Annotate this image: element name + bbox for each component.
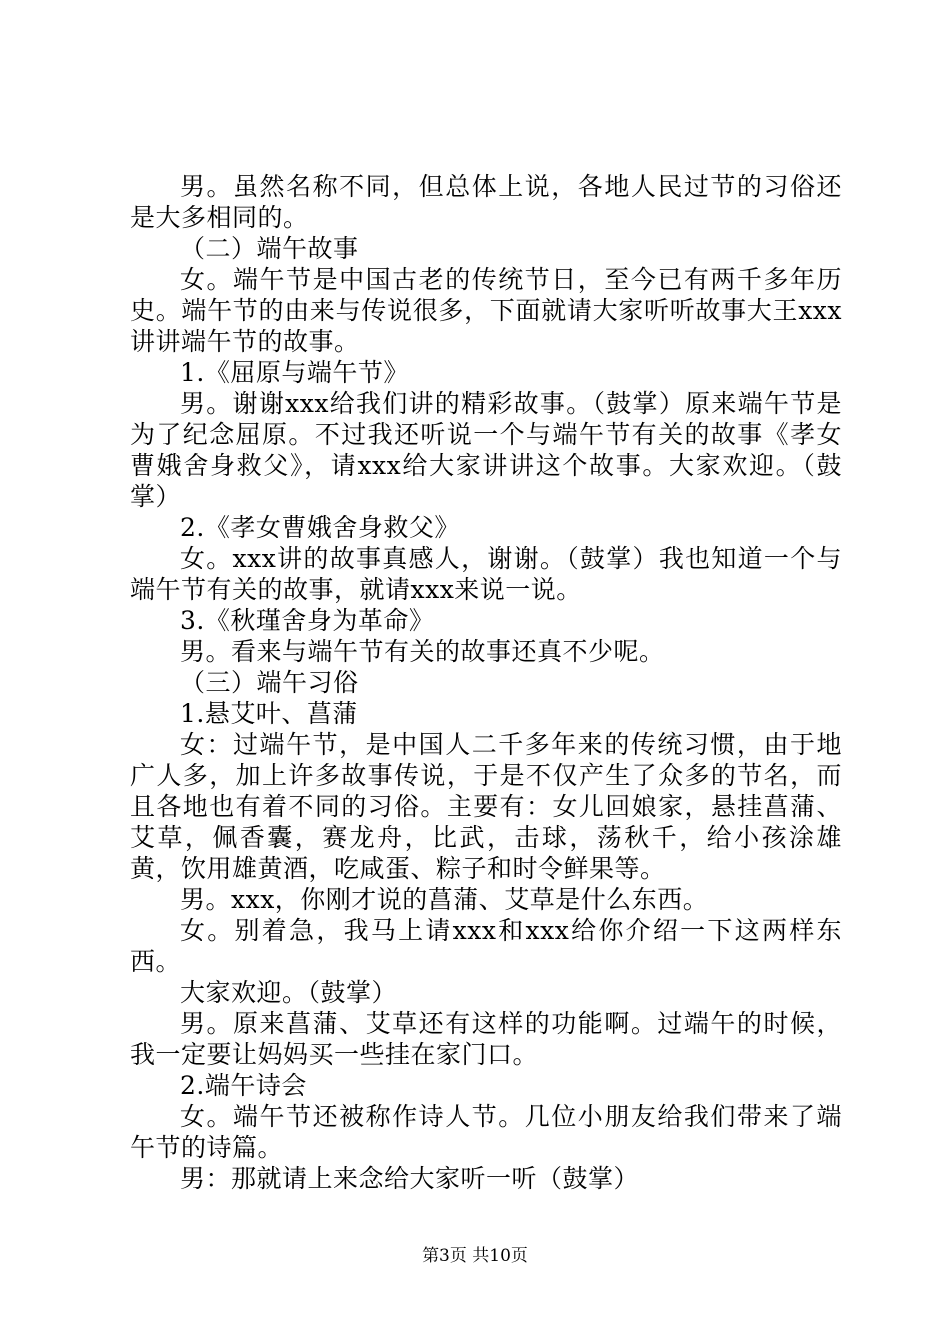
- paragraph: 男：那就请上来念给大家听一听（鼓掌）: [180, 1164, 640, 1193]
- section-heading: （三）端午习俗: [180, 668, 359, 697]
- document-body: [130, 171, 842, 1194]
- sub-heading: 3.《秋瑾舍身为革命》: [180, 606, 435, 635]
- paragraph: 男。xxx，你刚才说的菖蒲、艾草是什么东西。: [180, 885, 709, 914]
- paragraph: 男。看来与端午节有关的故事还真不少呢。: [180, 637, 665, 666]
- sub-heading: 2.《孝女曹娥舍身救父》: [180, 513, 460, 542]
- paragraph: 男。原来菖蒲、艾草还有这样的功能啊。过端午的时候，我一定要让妈妈买一些挂在家门口。: [130, 1009, 842, 1069]
- section-heading: （二）端午故事: [180, 234, 359, 263]
- sub-heading: 1.悬艾叶、菖蒲: [180, 699, 358, 728]
- sub-heading: 1.《屈原与端午节》: [180, 358, 409, 387]
- page-footer: 第3页 共10页: [422, 1246, 528, 1266]
- paragraph: 女。端午节是中国古老的传统节日，至今已有两千多年历史。端午节的由来与传说很多，下面就请大家听听故事大王xxx讲讲端午节的故事。: [130, 265, 842, 356]
- paragraph: 男。虽然名称不同，但总体上说，各地人民过节的习俗还是大多相同的。: [130, 172, 842, 232]
- sub-heading: 2.端午诗会: [180, 1071, 307, 1100]
- paragraph: 大家欢迎。（鼓掌）: [180, 978, 398, 1007]
- paragraph: 女。端午节还被称作诗人节。几位小朋友给我们带来了端午节的诗篇。: [130, 1102, 842, 1162]
- paragraph: 女。别着急，我马上请xxx和xxx给你介绍一下这两样东西。: [130, 916, 842, 976]
- paragraph: 女。xxx讲的故事真感人，谢谢。（鼓掌）我也知道一个与端午节有关的故事，就请xxx来说一说。: [130, 544, 842, 604]
- paragraph: 女：过端午节，是中国人二千多年来的传统习惯，由于地广人多，加上许多故事传说，于是不仅产生了众多的节名，而且各地也有着不同的习俗。主要有：女儿回娘家，悬挂菖蒲、艾草，佩香囊，赛龙舟，比武，击球，荡秋千，给小孩涂雄黄，饮用雄黄酒，吃咸蛋、粽子和时令鲜果等。: [130, 730, 842, 883]
- paragraph: 男。谢谢xxx给我们讲的精彩故事。（鼓掌）原来端午节是为了纪念屈原。不过我还听说一个与端午节有关的故事《孝女曹娥舍身救父》，请xxx给大家讲讲这个故事。大家欢迎。（鼓掌）: [130, 389, 842, 511]
